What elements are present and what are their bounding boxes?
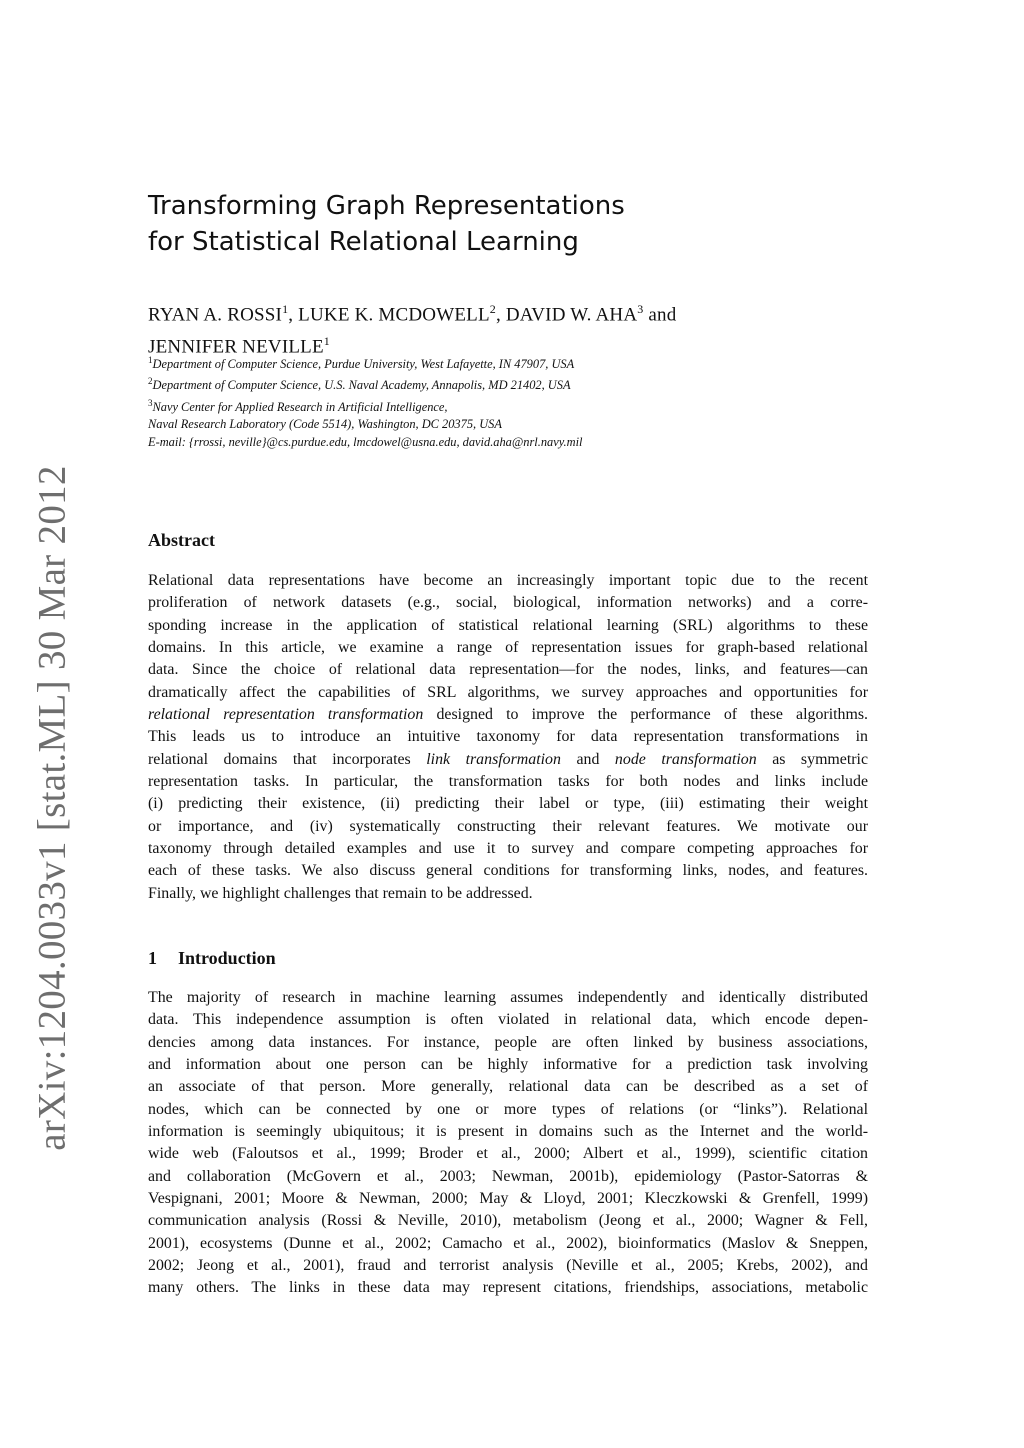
abstract-line: data. Since the choice of relational data representation—for the nodes, links, and features—can [148, 661, 868, 679]
affiliation-line [148, 352, 868, 373]
author-list [148, 296, 868, 361]
body-line: 2001), ecosystems (Dunne et al., 2002; Camacho et al., 2002), bioinformatics (Maslov & Sneppen, [148, 1234, 868, 1252]
body-line: data. This independence assumption is often violated in relational data, which encode depen- [148, 1011, 868, 1029]
emphasis-term: link transformation [426, 750, 561, 768]
author-name: JENNIFER NEVILLE [148, 336, 324, 358]
section-number: 1 [148, 948, 157, 968]
abstract-line: sponding increase in the application of statistical relational learning (SRL) algorithms to these [148, 616, 868, 634]
title-line-1: Transforming Graph Representations [148, 191, 625, 221]
affiliation-text: Naval Research Laboratory (Code 5514), Washington, DC 20375, USA [148, 417, 502, 432]
abstract-line: or importance, and (iv) systematically constructing their relevant features. We motivate our [148, 817, 868, 835]
abstract-line: dramatically affect the capabilities of SRL algorithms, we survey approaches and opportunities for [148, 683, 868, 701]
affiliation-marker: 1 [148, 355, 153, 365]
emphasis-term: node transformation [614, 750, 757, 768]
affiliation-line [148, 395, 868, 416]
section-title: Introduction [178, 948, 276, 968]
affiliation-line [148, 416, 868, 433]
author-name: RYAN A. ROSSI [148, 304, 283, 326]
body-line: many others. The links in these data may represent citations, friendships, associations, metabolic [148, 1279, 868, 1297]
abstract-line [148, 704, 868, 726]
abstract-line: This leads us to introduce an intuitive taxonomy for data representation transformations in [148, 728, 868, 746]
body-line: and collaboration (McGovern et al., 2003; Newman, 2001b), epidemiology (Pastor-Satorras & [148, 1167, 868, 1185]
author-affil-marker: 2 [489, 302, 496, 316]
section-heading-introduction [148, 948, 276, 969]
introduction-body [148, 987, 868, 1300]
body-line: nodes, which can be connected by one or more types of relations (or “links”). Relational [148, 1100, 868, 1118]
author-name: , DAVID W. AHA [495, 304, 638, 326]
abstract-text: as symmetric [756, 750, 869, 768]
affiliation-text: Navy Center for Applied Research in Artificial Intelligence, [152, 399, 448, 414]
author-affil-marker: 1 [282, 302, 289, 316]
affiliation-marker: 3 [148, 397, 153, 408]
body-line: Vespignani, 2001; Moore & Newman, 2000; May & Lloyd, 2001; Kleczkowski & Grenfell, 1999) [148, 1190, 868, 1208]
body-line: communication analysis (Rossi & Neville, 2010), metabolism (Jeong et al., 2000; Wagner & Fell, [148, 1212, 868, 1230]
abstract-line: proliferation of network datasets (e.g., social, biological, information networks) and a corre- [148, 594, 868, 612]
paper-title [148, 188, 868, 260]
contact-email-text: E-mail: {rrossi, neville}@cs.purdue.edu, lmcdowel@usna.edu, david.aha@nrl.navy.mil [148, 434, 583, 449]
author-affil-marker: 3 [637, 302, 644, 316]
affiliation-line [148, 373, 868, 394]
body-line: wide web (Faloutsos et al., 1999; Broder et al., 2000; Albert et al., 1999), scientific citation [148, 1145, 868, 1163]
abstract-body [148, 570, 868, 905]
abstract-line: taxonomy through detailed examples and use it to survey and compare competing approaches for [148, 840, 868, 858]
affiliation-text: Department of Computer Science, Purdue University, West Lafayette, IN 47907, USA [152, 357, 575, 372]
emphasis-term: relational representation transformation [148, 706, 424, 724]
abstract-line: representation tasks. In particular, the transformation tasks for both nodes and links include [148, 773, 868, 791]
body-line: The majority of research in machine learning assumes independently and identically distributed [148, 989, 868, 1006]
title-line-2: for Statistical Relational Learning [148, 227, 579, 257]
abstract-line: (i) predicting their existence, (ii) predicting their label or type, (iii) estimating their weight [148, 795, 868, 813]
body-line: 2002; Jeong et al., 2001), fraud and terrorist analysis (Neville et al., 2005; Krebs, 2002), and [148, 1257, 868, 1275]
abstract-line: each of these tasks. We also discuss general conditions for transforming links, nodes, and features. [148, 862, 868, 880]
affiliation-text: Department of Computer Science, U.S. Naval Academy, Annapolis, MD 21402, USA [152, 378, 571, 393]
abstract-text: relational domains that incorporates [148, 750, 427, 768]
affiliation-list [148, 352, 868, 451]
contact-email-line [148, 434, 868, 451]
author-name: , LUKE K. MCDOWELL [288, 304, 490, 326]
author-conjunction: and [643, 304, 677, 326]
abstract-line [148, 749, 868, 771]
body-line: information is seemingly ubiquitous; it is present in domains such as the Internet and the world- [148, 1123, 868, 1141]
arxiv-identifier-text: arXiv:1204.0033v1 [stat.ML] 30 Mar 2012 [30, 465, 74, 1151]
abstract-text: designed to improve the performance of these algorithms. [423, 706, 868, 724]
body-line: an associate of that person. More generally, relational data can be described as a set of [148, 1078, 868, 1096]
body-line: dencies among data instances. For instance, people are often linked by business associations, [148, 1033, 868, 1051]
body-line: and information about one person can be highly informative for a prediction task involving [148, 1056, 868, 1074]
abstract-heading: Abstract [148, 530, 215, 550]
abstract-line: Relational data representations have become an increasingly important topic due to the recent [148, 572, 868, 589]
author-affil-marker: 1 [323, 334, 330, 349]
abstract-line: Finally, we highlight challenges that remain to be addressed. [148, 884, 533, 902]
author-line-1 [148, 296, 868, 328]
abstract-line: domains. In this article, we examine a range of representation issues for graph-based relational [148, 639, 868, 657]
abstract-text: and [560, 750, 615, 768]
affiliation-marker: 2 [148, 376, 153, 387]
